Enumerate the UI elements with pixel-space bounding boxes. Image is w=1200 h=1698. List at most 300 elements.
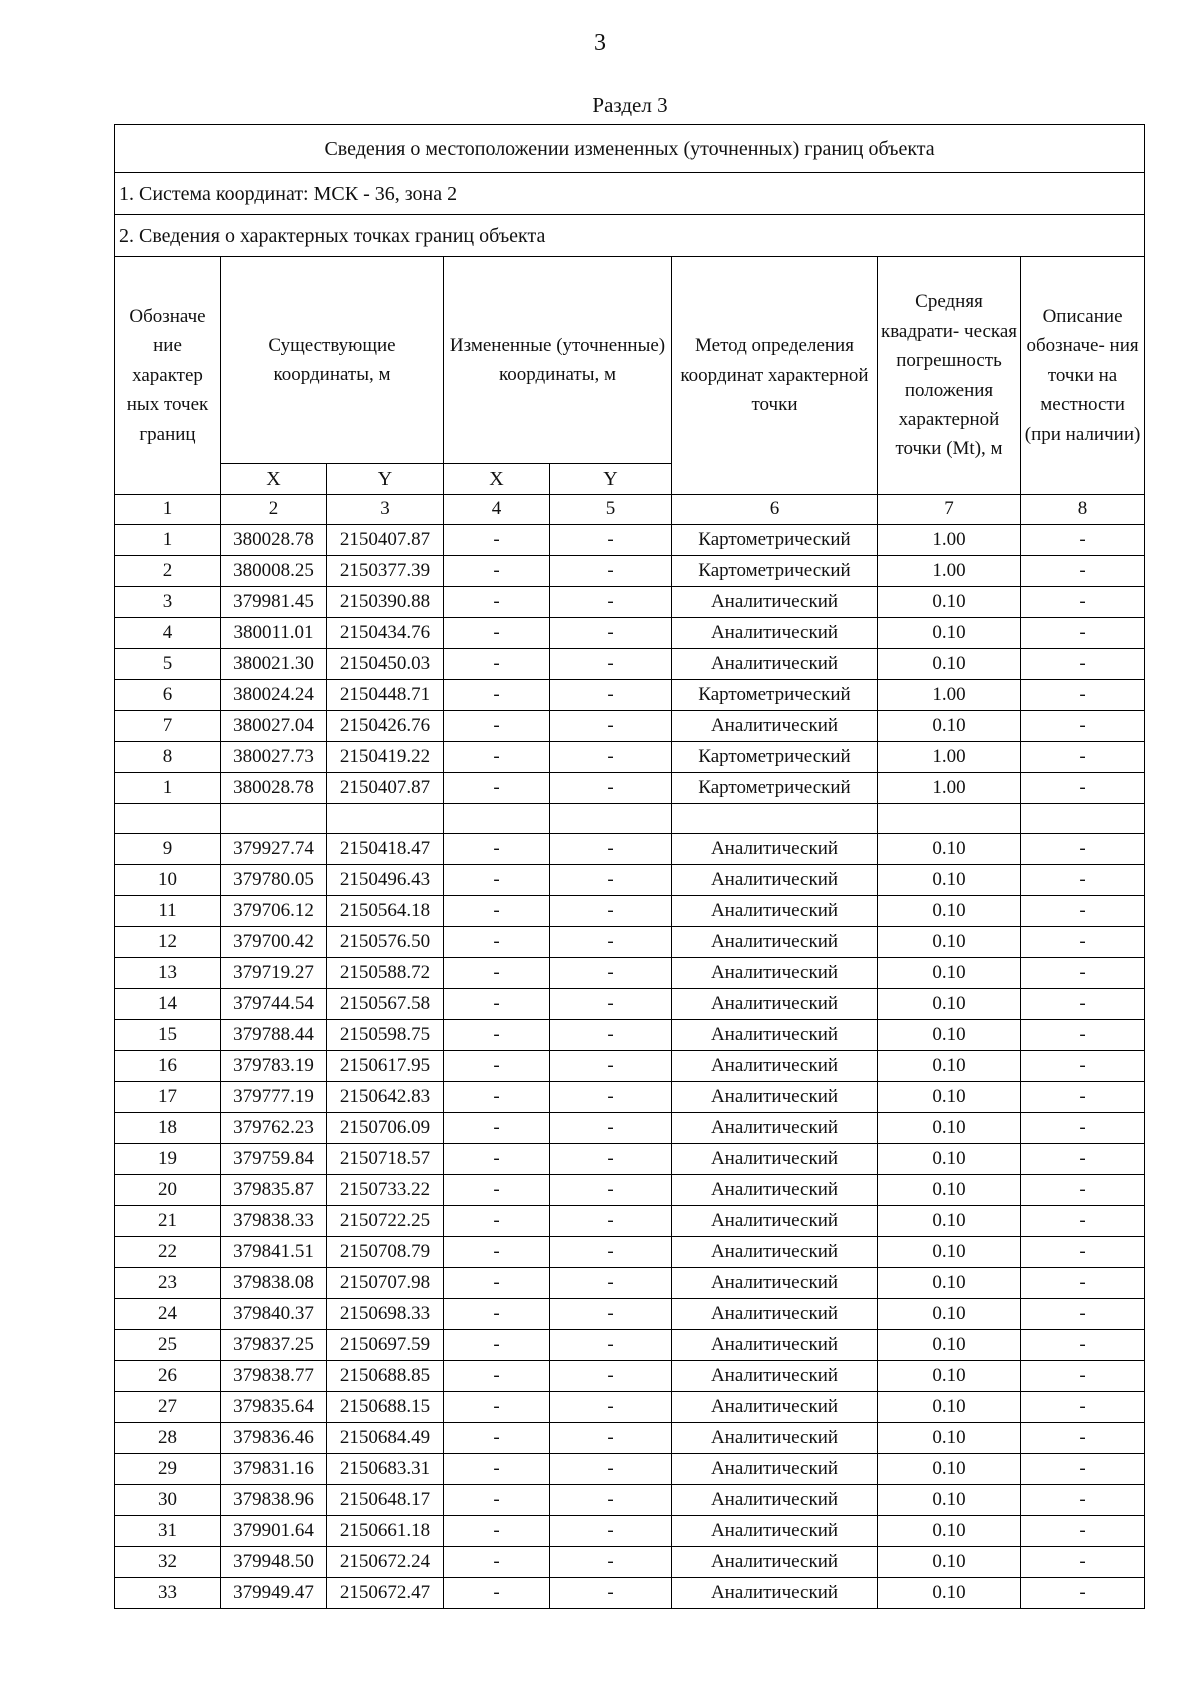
cell-point-id: 27 (115, 1392, 221, 1423)
cell-mean-error: 0.10 (878, 1268, 1021, 1299)
cell-mean-error: 0.10 (878, 927, 1021, 958)
cell-mean-error: 0.10 (878, 1361, 1021, 1392)
empty-cell (115, 804, 221, 834)
cell-description: - (1021, 927, 1145, 958)
cell-mean-error: 0.10 (878, 1051, 1021, 1082)
cell-description: - (1021, 1423, 1145, 1454)
cell-method: Аналитический (672, 1578, 878, 1609)
header-method: Метод определения координат характерной точки (672, 257, 878, 495)
cell-method: Аналитический (672, 1392, 878, 1423)
table-row (115, 1392, 1145, 1423)
cell-existing-y: 2150708.79 (327, 1237, 444, 1268)
table-row (115, 556, 1145, 587)
cell-mean-error: 0.10 (878, 1299, 1021, 1330)
cell-mean-error: 0.10 (878, 834, 1021, 865)
cell-point-id: 1 (115, 773, 221, 804)
cell-mean-error: 0.10 (878, 989, 1021, 1020)
cell-existing-y: 2150697.59 (327, 1330, 444, 1361)
separator-row (115, 804, 1145, 834)
cell-changed-y: - (550, 1454, 672, 1485)
column-number: 3 (327, 495, 444, 525)
cell-existing-y: 2150434.76 (327, 618, 444, 649)
cell-existing-x: 379706.12 (221, 896, 327, 927)
cell-method: Аналитический (672, 1268, 878, 1299)
cell-mean-error: 0.10 (878, 1113, 1021, 1144)
cell-changed-y: - (550, 1113, 672, 1144)
cell-changed-x: - (444, 1578, 550, 1609)
header-existing-x: X (221, 464, 327, 495)
cell-mean-error: 0.10 (878, 958, 1021, 989)
cell-existing-x: 380011.01 (221, 618, 327, 649)
table-row (115, 525, 1145, 556)
cell-existing-x: 380028.78 (221, 773, 327, 804)
cell-description: - (1021, 1144, 1145, 1175)
cell-changed-y: - (550, 1237, 672, 1268)
cell-point-id: 21 (115, 1206, 221, 1237)
cell-changed-x: - (444, 1454, 550, 1485)
table-row (115, 1206, 1145, 1237)
cell-point-id: 15 (115, 1020, 221, 1051)
cell-existing-y: 2150642.83 (327, 1082, 444, 1113)
cell-mean-error: 0.10 (878, 1485, 1021, 1516)
cell-existing-y: 2150722.25 (327, 1206, 444, 1237)
cell-existing-x: 379948.50 (221, 1547, 327, 1578)
table-row (115, 1578, 1145, 1609)
cell-existing-y: 2150407.87 (327, 773, 444, 804)
cell-point-id: 14 (115, 989, 221, 1020)
table-row (115, 649, 1145, 680)
column-number: 5 (550, 495, 672, 525)
cell-changed-x: - (444, 1113, 550, 1144)
cell-mean-error: 0.10 (878, 1144, 1021, 1175)
cell-point-id: 33 (115, 1578, 221, 1609)
cell-changed-y: - (550, 958, 672, 989)
cell-mean-error: 0.10 (878, 1175, 1021, 1206)
cell-method: Аналитический (672, 1144, 878, 1175)
cell-description: - (1021, 680, 1145, 711)
cell-changed-y: - (550, 680, 672, 711)
cell-existing-y: 2150648.17 (327, 1485, 444, 1516)
cell-existing-y: 2150418.47 (327, 834, 444, 865)
table-row (115, 618, 1145, 649)
cell-point-id: 6 (115, 680, 221, 711)
empty-cell (444, 804, 550, 834)
cell-existing-y: 2150707.98 (327, 1268, 444, 1299)
cell-changed-y: - (550, 742, 672, 773)
cell-existing-x: 379700.42 (221, 927, 327, 958)
cell-description: - (1021, 989, 1145, 1020)
cell-changed-y: - (550, 927, 672, 958)
cell-changed-x: - (444, 680, 550, 711)
table-row (115, 711, 1145, 742)
cell-existing-x: 379759.84 (221, 1144, 327, 1175)
table-row (115, 1237, 1145, 1268)
cell-existing-x: 379744.54 (221, 989, 327, 1020)
cell-mean-error: 0.10 (878, 1392, 1021, 1423)
cell-description: - (1021, 1392, 1145, 1423)
table-row (115, 989, 1145, 1020)
cell-point-id: 24 (115, 1299, 221, 1330)
cell-existing-x: 379837.25 (221, 1330, 327, 1361)
cell-existing-x: 379777.19 (221, 1082, 327, 1113)
cell-mean-error: 1.00 (878, 525, 1021, 556)
cell-existing-y: 2150419.22 (327, 742, 444, 773)
cell-description: - (1021, 1113, 1145, 1144)
cell-mean-error: 1.00 (878, 742, 1021, 773)
cell-changed-y: - (550, 1082, 672, 1113)
cell-changed-y: - (550, 1485, 672, 1516)
table-row (115, 1051, 1145, 1082)
table-row (115, 1113, 1145, 1144)
cell-changed-x: - (444, 1392, 550, 1423)
cell-existing-y: 2150426.76 (327, 711, 444, 742)
cell-description: - (1021, 1175, 1145, 1206)
cell-description: - (1021, 1547, 1145, 1578)
cell-point-id: 4 (115, 618, 221, 649)
table-row (115, 1485, 1145, 1516)
cell-point-id: 23 (115, 1268, 221, 1299)
cell-changed-x: - (444, 1082, 550, 1113)
cell-point-id: 2 (115, 556, 221, 587)
cell-description: - (1021, 1516, 1145, 1547)
cell-existing-x: 380008.25 (221, 556, 327, 587)
cell-existing-x: 380027.04 (221, 711, 327, 742)
cell-changed-y: - (550, 1578, 672, 1609)
cell-point-id: 30 (115, 1485, 221, 1516)
cell-existing-y: 2150706.09 (327, 1113, 444, 1144)
cell-changed-x: - (444, 1423, 550, 1454)
cell-changed-x: - (444, 1020, 550, 1051)
cell-point-id: 12 (115, 927, 221, 958)
cell-mean-error: 1.00 (878, 556, 1021, 587)
cell-changed-x: - (444, 742, 550, 773)
empty-cell (878, 804, 1021, 834)
cell-changed-y: - (550, 618, 672, 649)
cell-existing-y: 2150688.15 (327, 1392, 444, 1423)
cell-existing-x: 379838.77 (221, 1361, 327, 1392)
cell-changed-y: - (550, 649, 672, 680)
cell-existing-x: 380024.24 (221, 680, 327, 711)
cell-description: - (1021, 896, 1145, 927)
cell-existing-x: 379901.64 (221, 1516, 327, 1547)
cell-mean-error: 0.10 (878, 1330, 1021, 1361)
cell-point-id: 16 (115, 1051, 221, 1082)
cell-method: Аналитический (672, 649, 878, 680)
cell-changed-y: - (550, 556, 672, 587)
cell-method: Аналитический (672, 1082, 878, 1113)
cell-existing-y: 2150567.58 (327, 989, 444, 1020)
cell-mean-error: 0.10 (878, 649, 1021, 680)
cell-method: Аналитический (672, 711, 878, 742)
cell-existing-x: 379949.47 (221, 1578, 327, 1609)
cell-changed-x: - (444, 1485, 550, 1516)
cell-existing-y: 2150661.18 (327, 1516, 444, 1547)
cell-changed-y: - (550, 773, 672, 804)
cell-changed-y: - (550, 1268, 672, 1299)
cell-point-id: 32 (115, 1547, 221, 1578)
cell-method: Картометрический (672, 773, 878, 804)
column-number: 8 (1021, 495, 1145, 525)
cell-changed-y: - (550, 587, 672, 618)
cell-point-id: 28 (115, 1423, 221, 1454)
cell-existing-y: 2150377.39 (327, 556, 444, 587)
cell-changed-y: - (550, 1299, 672, 1330)
cell-mean-error: 0.10 (878, 1423, 1021, 1454)
cell-changed-y: - (550, 1330, 672, 1361)
cell-changed-y: - (550, 1392, 672, 1423)
cell-description: - (1021, 587, 1145, 618)
cell-description: - (1021, 711, 1145, 742)
table-row (115, 773, 1145, 804)
cell-mean-error: 0.10 (878, 711, 1021, 742)
cell-existing-y: 2150390.88 (327, 587, 444, 618)
cell-description: - (1021, 1082, 1145, 1113)
cell-changed-x: - (444, 773, 550, 804)
table-row (115, 1144, 1145, 1175)
cell-method: Аналитический (672, 587, 878, 618)
cell-existing-x: 379762.23 (221, 1113, 327, 1144)
cell-method: Аналитический (672, 927, 878, 958)
cell-changed-x: - (444, 556, 550, 587)
cell-point-id: 3 (115, 587, 221, 618)
header-point: Обозначе ние характер ных точек границ (115, 257, 221, 495)
cell-changed-x: - (444, 834, 550, 865)
cell-existing-x: 379835.64 (221, 1392, 327, 1423)
cell-existing-y: 2150617.95 (327, 1051, 444, 1082)
empty-cell (672, 804, 878, 834)
cell-changed-y: - (550, 896, 672, 927)
cell-changed-x: - (444, 1051, 550, 1082)
cell-point-id: 17 (115, 1082, 221, 1113)
empty-cell (221, 804, 327, 834)
cell-existing-x: 379780.05 (221, 865, 327, 896)
table-row (115, 1330, 1145, 1361)
cell-description: - (1021, 1454, 1145, 1485)
cell-method: Аналитический (672, 1206, 878, 1237)
cell-description: - (1021, 1051, 1145, 1082)
cell-changed-x: - (444, 958, 550, 989)
table-row (115, 958, 1145, 989)
cell-changed-x: - (444, 525, 550, 556)
column-number: 2 (221, 495, 327, 525)
column-number: 7 (878, 495, 1021, 525)
cell-mean-error: 0.10 (878, 618, 1021, 649)
table-row (115, 1547, 1145, 1578)
cell-mean-error: 0.10 (878, 1547, 1021, 1578)
cell-existing-x: 379831.16 (221, 1454, 327, 1485)
cell-method: Аналитический (672, 1330, 878, 1361)
cell-existing-y: 2150718.57 (327, 1144, 444, 1175)
cell-changed-x: - (444, 1516, 550, 1547)
cell-changed-y: - (550, 1144, 672, 1175)
cell-method: Аналитический (672, 1299, 878, 1330)
cell-changed-y: - (550, 865, 672, 896)
cell-changed-y: - (550, 989, 672, 1020)
table-row (115, 587, 1145, 618)
cell-changed-x: - (444, 1299, 550, 1330)
header-description: Описание обозначе- ния точки на местности (при наличии) (1021, 257, 1145, 495)
table-row (115, 896, 1145, 927)
cell-existing-x: 380021.30 (221, 649, 327, 680)
cell-method: Аналитический (672, 1361, 878, 1392)
cell-changed-x: - (444, 618, 550, 649)
cell-point-id: 11 (115, 896, 221, 927)
cell-point-id: 26 (115, 1361, 221, 1392)
cell-mean-error: 1.00 (878, 773, 1021, 804)
cell-method: Аналитический (672, 618, 878, 649)
section-label: Раздел 3 (592, 93, 668, 117)
cell-point-id: 7 (115, 711, 221, 742)
cell-existing-x: 380028.78 (221, 525, 327, 556)
cell-existing-y: 2150576.50 (327, 927, 444, 958)
cell-changed-y: - (550, 1547, 672, 1578)
cell-existing-y: 2150407.87 (327, 525, 444, 556)
cell-existing-y: 2150496.43 (327, 865, 444, 896)
cell-point-id: 13 (115, 958, 221, 989)
cell-existing-x: 379838.96 (221, 1485, 327, 1516)
header-error: Средняя квадрати- ческая погрешность положения характерной точки (Mt), м (878, 257, 1021, 495)
header-existing-y: Y (327, 464, 444, 495)
cell-changed-y: - (550, 1175, 672, 1206)
cell-description: - (1021, 618, 1145, 649)
cell-changed-y: - (550, 711, 672, 742)
cell-description: - (1021, 556, 1145, 587)
cell-changed-x: - (444, 865, 550, 896)
boundary-points-table (114, 124, 1145, 1609)
cell-mean-error: 0.10 (878, 1082, 1021, 1113)
cell-changed-y: - (550, 1020, 672, 1051)
cell-point-id: 10 (115, 865, 221, 896)
cell-method: Аналитический (672, 834, 878, 865)
cell-method: Аналитический (672, 1051, 878, 1082)
cell-method: Аналитический (672, 1454, 878, 1485)
cell-method: Аналитический (672, 1113, 878, 1144)
table-row (115, 865, 1145, 896)
cell-point-id: 18 (115, 1113, 221, 1144)
cell-mean-error: 0.10 (878, 1578, 1021, 1609)
table-row (115, 1423, 1145, 1454)
empty-cell (550, 804, 672, 834)
cell-existing-x: 379835.87 (221, 1175, 327, 1206)
cell-description: - (1021, 1299, 1145, 1330)
table-row (115, 1175, 1145, 1206)
cell-changed-x: - (444, 711, 550, 742)
cell-point-id: 1 (115, 525, 221, 556)
cell-mean-error: 0.10 (878, 1516, 1021, 1547)
cell-existing-x: 379838.33 (221, 1206, 327, 1237)
table-row (115, 1268, 1145, 1299)
cell-point-id: 19 (115, 1144, 221, 1175)
cell-changed-y: - (550, 1423, 672, 1454)
cell-method: Аналитический (672, 1485, 878, 1516)
cell-description: - (1021, 1330, 1145, 1361)
table-row (115, 1299, 1145, 1330)
cell-method: Картометрический (672, 525, 878, 556)
points-info: 2. Сведения о характерных точках границ объекта (115, 215, 1145, 257)
cell-changed-x: - (444, 1206, 550, 1237)
cell-method: Аналитический (672, 958, 878, 989)
cell-existing-x: 379927.74 (221, 834, 327, 865)
cell-method: Аналитический (672, 989, 878, 1020)
cell-existing-y: 2150683.31 (327, 1454, 444, 1485)
cell-point-id: 25 (115, 1330, 221, 1361)
cell-mean-error: 0.10 (878, 1237, 1021, 1268)
cell-description: - (1021, 834, 1145, 865)
cell-description: - (1021, 958, 1145, 989)
cell-changed-x: - (444, 1330, 550, 1361)
cell-changed-x: - (444, 1144, 550, 1175)
cell-method: Картометрический (672, 556, 878, 587)
cell-changed-y: - (550, 834, 672, 865)
cell-changed-x: - (444, 1268, 550, 1299)
cell-method: Аналитический (672, 1237, 878, 1268)
cell-mean-error: 0.10 (878, 896, 1021, 927)
cell-existing-x: 379838.08 (221, 1268, 327, 1299)
cell-point-id: 31 (115, 1516, 221, 1547)
cell-method: Аналитический (672, 1516, 878, 1547)
cell-mean-error: 0.10 (878, 1020, 1021, 1051)
empty-cell (1021, 804, 1145, 834)
cell-changed-x: - (444, 927, 550, 958)
cell-method: Аналитический (672, 1423, 878, 1454)
empty-cell (327, 804, 444, 834)
cell-method: Аналитический (672, 865, 878, 896)
cell-existing-y: 2150684.49 (327, 1423, 444, 1454)
cell-existing-y: 2150698.33 (327, 1299, 444, 1330)
cell-point-id: 20 (115, 1175, 221, 1206)
cell-existing-y: 2150688.85 (327, 1361, 444, 1392)
cell-changed-x: - (444, 1237, 550, 1268)
cell-point-id: 22 (115, 1237, 221, 1268)
cell-description: - (1021, 865, 1145, 896)
cell-mean-error: 0.10 (878, 865, 1021, 896)
cell-method: Картометрический (672, 680, 878, 711)
table-row (115, 1516, 1145, 1547)
cell-changed-y: - (550, 1206, 672, 1237)
table-row (115, 927, 1145, 958)
header-changed: Измененные (уточненные) координаты, м (444, 257, 672, 464)
cell-mean-error: 1.00 (878, 680, 1021, 711)
cell-description: - (1021, 1206, 1145, 1237)
cell-changed-x: - (444, 649, 550, 680)
cell-changed-x: - (444, 1361, 550, 1392)
cell-description: - (1021, 1020, 1145, 1051)
cell-changed-x: - (444, 1547, 550, 1578)
table-row (115, 1454, 1145, 1485)
cell-mean-error: 0.10 (878, 587, 1021, 618)
cell-existing-y: 2150733.22 (327, 1175, 444, 1206)
header-existing: Существующие координаты, м (221, 257, 444, 464)
column-number: 1 (115, 495, 221, 525)
table-title: Сведения о местоположении измененных (уточненных) границ объекта (115, 125, 1145, 173)
cell-existing-x: 379841.51 (221, 1237, 327, 1268)
cell-method: Аналитический (672, 1020, 878, 1051)
cell-changed-x: - (444, 989, 550, 1020)
cell-description: - (1021, 649, 1145, 680)
cell-point-id: 8 (115, 742, 221, 773)
table-row (115, 834, 1145, 865)
cell-existing-x: 379719.27 (221, 958, 327, 989)
cell-description: - (1021, 1578, 1145, 1609)
cell-existing-y: 2150672.47 (327, 1578, 444, 1609)
cell-description: - (1021, 1268, 1145, 1299)
table-row (115, 1082, 1145, 1113)
cell-existing-x: 379981.45 (221, 587, 327, 618)
cell-point-id: 9 (115, 834, 221, 865)
table-row (115, 680, 1145, 711)
cell-changed-y: - (550, 1516, 672, 1547)
header-changed-x: X (444, 464, 550, 495)
